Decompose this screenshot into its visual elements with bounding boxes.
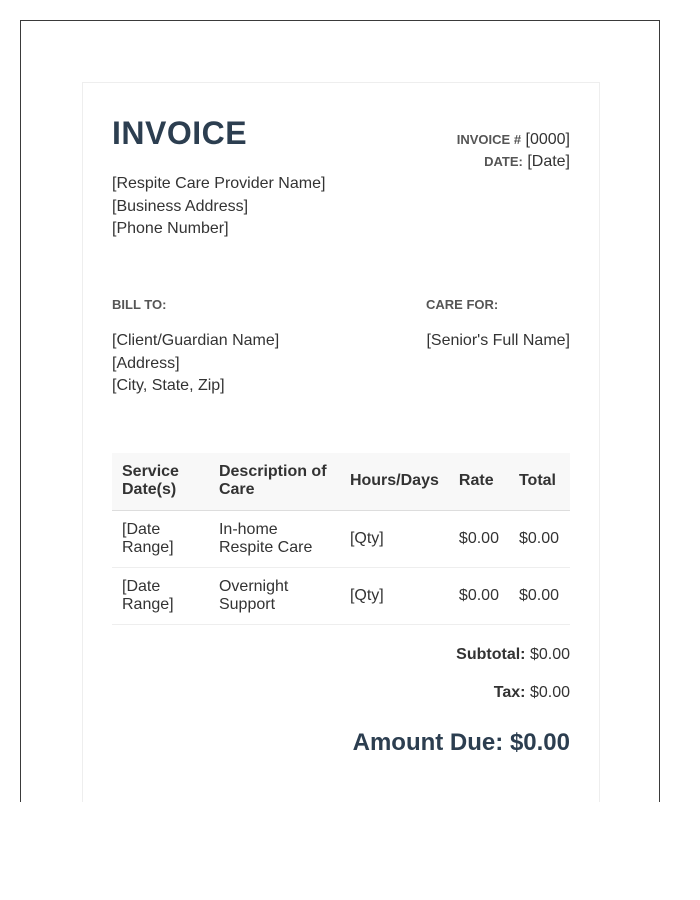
- subtotal-label: Subtotal:: [456, 646, 526, 663]
- cell-hours-days: [Qty]: [340, 567, 449, 624]
- subtotal-value: $0.00: [529, 646, 570, 663]
- care-for-name: [Senior's Full Name]: [426, 332, 570, 349]
- subtotal-line: [456, 646, 570, 664]
- care-for-info: [426, 330, 570, 353]
- cell-description: In-home Respite Care: [209, 510, 340, 567]
- invoice-number-line: [457, 129, 570, 151]
- care-for-label: CARE FOR:: [426, 297, 499, 312]
- provider-address: [Business Address]: [112, 197, 249, 215]
- column-header-description: Description of Care: [209, 453, 340, 510]
- amount-due-label: Amount Due:: [352, 729, 504, 756]
- invoice-date-line: [457, 151, 570, 173]
- invoice-meta: [457, 129, 570, 173]
- amount-due-value: $0.00: [509, 729, 570, 756]
- column-header-total: Total: [509, 453, 570, 510]
- bill-to-label: BILL TO:: [112, 297, 167, 312]
- provider-name: [Respite Care Provider Name]: [112, 175, 326, 192]
- tax-value: $0.00: [529, 684, 570, 701]
- provider-phone: [Phone Number]: [112, 220, 229, 237]
- cell-total: $0.00: [509, 510, 570, 567]
- bill-to-info: [112, 330, 279, 398]
- cell-total: $0.00: [509, 567, 570, 624]
- cell-hours-days: [Qty]: [340, 510, 449, 567]
- column-header-hours-days: Hours/Days: [340, 453, 449, 510]
- bill-to-city: [City, State, Zip]: [112, 377, 225, 394]
- invoice-number-value: [0000]: [525, 131, 570, 148]
- provider-info: [112, 173, 325, 241]
- amount-due-line: [353, 729, 570, 757]
- cell-rate: $0.00: [449, 567, 509, 624]
- table-row: [112, 567, 570, 624]
- services-table: [112, 453, 570, 625]
- invoice-date-label: DATE:: [484, 154, 523, 169]
- cell-rate: $0.00: [449, 510, 509, 567]
- cell-service-dates: [Date Range]: [112, 567, 209, 624]
- column-header-service-dates: Service Date(s): [112, 453, 209, 510]
- bill-to-name: [Client/Guardian Name]: [112, 332, 280, 349]
- invoice-number-label: INVOICE #: [456, 132, 522, 147]
- invoice-title: INVOICE: [112, 115, 248, 151]
- invoice-date-value: [Date]: [527, 153, 570, 170]
- column-header-rate: Rate: [449, 453, 509, 510]
- bill-to-address: [Address]: [112, 354, 180, 372]
- tax-label: Tax:: [493, 684, 526, 701]
- tax-line: [494, 684, 570, 702]
- table-row: [112, 510, 570, 567]
- cell-description: Overnight Support: [209, 567, 340, 624]
- cell-service-dates: [Date Range]: [112, 510, 209, 567]
- table-header-row: [112, 453, 570, 510]
